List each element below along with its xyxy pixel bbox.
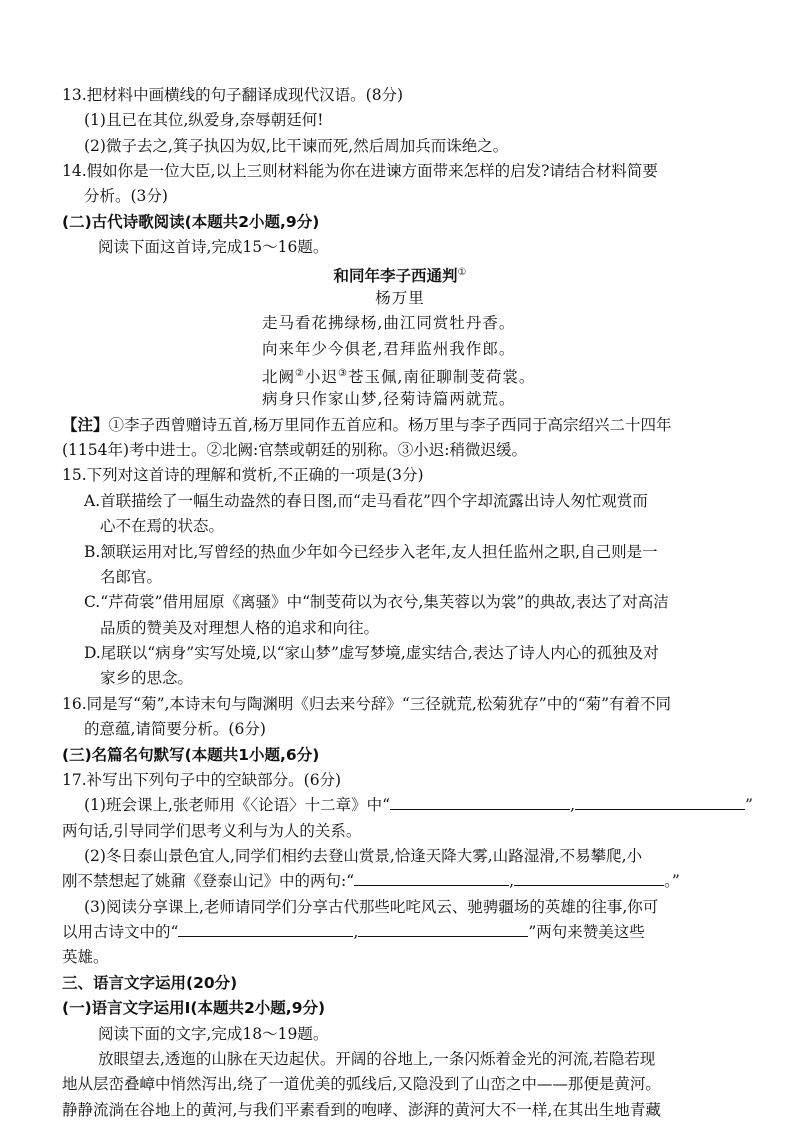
poem-line-3 [262, 363, 535, 388]
q17-blank-3[interactable] [354, 871, 509, 886]
q17-part-3-line-2 [62, 921, 645, 943]
notes-line-2: (1154年)考中进士。②北阙:官禁或朝廷的别称。③小迟:稍微迟缓。 [62, 441, 527, 459]
poem-line-1: 走马看花拂绿杨,曲江同赏牡丹香。 [262, 314, 516, 332]
q14-line-2: 分析。(3分) [84, 187, 168, 205]
passage-line-2: 地从层峦叠嶂中悄然泻出,绕了一道优美的弧线后,又隐没到了山峦之中——那便是黄河。 [62, 1075, 661, 1093]
q15-stem: 15.下列对这首诗的理解和赏析,不正确的一项是(3分) [62, 466, 424, 484]
q16-line-1: 16.同是写“菊”,本诗末句与陶渊明《归去来兮辞》“三径就荒,松菊犹存”中的“菊”有着不同 [62, 695, 672, 713]
q17-close-quote-2: 。” [664, 872, 680, 890]
q17-part-2-line-1: (2)冬日泰山景色宜人,同学们相约去登山赏景,恰逢天降大雾,山路湿滑,不易攀爬,小 [84, 847, 643, 865]
q17-close-quote-1: ” [745, 796, 753, 814]
q17-blank-1[interactable] [390, 795, 570, 810]
poem-line-4: 病身只作家山梦,径菊诗篇两就荒。 [262, 390, 516, 408]
q15-option-a-line-1: A.首联描绘了一幅生动盎然的春日图,而“走马看花”四个字却流露出诗人匆忙观赏而 [84, 492, 648, 510]
q13-sentence-2: (2)微子去之,箕子执囚为奴,比干谏而死,然后周加兵而诛绝之。 [84, 137, 509, 155]
q13-stem: 13.把材料中画横线的句子翻译成现代汉语。(8分) [62, 86, 404, 104]
q15-option-d-line-1: D.尾联以“病身”实写处境,以“家山梦”虚写梦境,虚实结合,表达了诗人内心的孤独及对 [84, 644, 659, 662]
q17-blank-5[interactable] [178, 922, 353, 937]
q17-part-3-line-3: 英雄。 [62, 948, 109, 966]
q17-part-3-line-1: (3)阅读分享课上,老师请同学们分享古代那些叱咤风云、驰骋疆场的英雄的往事,你可 [84, 898, 659, 916]
footnote-2: ② [295, 368, 305, 379]
q13-sentence-1: (1)且已在其位,纵爱身,奈辱朝廷何! [84, 111, 324, 129]
poem-title-footnote: ① [457, 267, 467, 278]
q17-stem: 17.补写出下列句子中的空缺部分。(6分) [62, 771, 342, 789]
language-intro: 阅读下面的文字,完成18～19题。 [98, 1025, 329, 1043]
q17-blank-6[interactable] [358, 922, 528, 937]
poetry-intro: 阅读下面这首诗,完成15～16题。 [98, 238, 329, 256]
poem-line-3-part-c: 苍玉佩,南征聊制芰荷裳。 [347, 368, 536, 387]
q17-part-2-text: 刚不禁想起了姚鼐《登泰山记》中的两句:“ [62, 872, 355, 890]
poem-line-2: 向来年少今俱老,君拜监州我作郎。 [262, 340, 516, 358]
q15-option-a-line-2: 心不在焉的状态。 [100, 517, 225, 535]
q17-part-2-line-2 [62, 870, 680, 892]
q17-comma-2: , [509, 872, 515, 890]
q15-option-c-line-2: 品质的赞美及对理想人格的追求和向往。 [100, 619, 380, 637]
q17-part-1-text: (1)班会课上,张老师用《〈论语〉十二章》中“ [84, 796, 391, 814]
poem-title [0, 262, 800, 287]
notes-text-1: ①李子西曾赠诗五首,杨万里同作五首应和。杨万里与李子西同于高宗绍兴二十四年 [108, 416, 672, 434]
q17-part-1-line-2: 两句话,引导同学们思考义利与为人的关系。 [62, 822, 362, 840]
q15-option-d-line-2: 家乡的思念。 [100, 669, 194, 687]
q17-comma-3: , [353, 923, 359, 941]
poem-author: 杨万里 [375, 289, 425, 307]
q17-part-3-text: 以用古诗文中的“ [62, 923, 179, 941]
poem-line-3-part-b: 小迟 [304, 368, 338, 387]
q15-option-c-line-1: C.“芹荷裳”借用屈原《离骚》中“制芰荷以为衣兮,集芙蓉以为裳”的典故,表达了对高洁 [84, 593, 669, 611]
footnote-3: ③ [338, 368, 348, 379]
q17-blank-4[interactable] [514, 871, 664, 886]
q17-blank-2[interactable] [575, 795, 745, 810]
q15-option-b-line-1: B.颔联运用对比,写曾经的热血少年如今已经步入老年,友人担任监州之职,自己则是一 [84, 543, 658, 561]
q15-option-b-line-2: 名郎官。 [100, 568, 163, 586]
passage-line-1: 放眼望去,透迤的山脉在天边起伏。开阔的谷地上,一条闪烁着金光的河流,若隐若现 [98, 1050, 656, 1068]
poem-title-text: 和同年李子西通判 [333, 267, 458, 286]
q17-part-3-end: ”两句来赞美这些 [528, 923, 645, 941]
section-dictation-heading: (三)名篇名句默写(本题共1小题,6分) [62, 746, 320, 764]
q16-line-2: 的意蕴,请简要分析。(6分) [84, 720, 266, 738]
section-language-heading: 三、语言文字运用(20分) [62, 974, 238, 992]
q17-part-1-line-1 [84, 794, 753, 816]
section-poetry-heading: (二)古代诗歌阅读(本题共2小题,9分) [62, 213, 320, 231]
q14-line-1: 14.假如你是一位大臣,以上三则材料能为你在进谏方面带来怎样的启发?请结合材料简要 [62, 162, 658, 180]
passage-line-3: 静静流淌在谷地上的黄河,与我们平素看到的咆哮、澎湃的黄河大不一样,在其出生地青藏 [62, 1101, 661, 1119]
section-language-sub-heading: (一)语言文字运用Ⅰ(本题共2小题,9分) [62, 999, 326, 1017]
poem-line-3-part-a: 北阙 [262, 368, 296, 387]
q17-comma-1: , [570, 796, 575, 814]
notes-line-1 [62, 414, 671, 436]
notes-label: 【注】 [62, 416, 109, 434]
